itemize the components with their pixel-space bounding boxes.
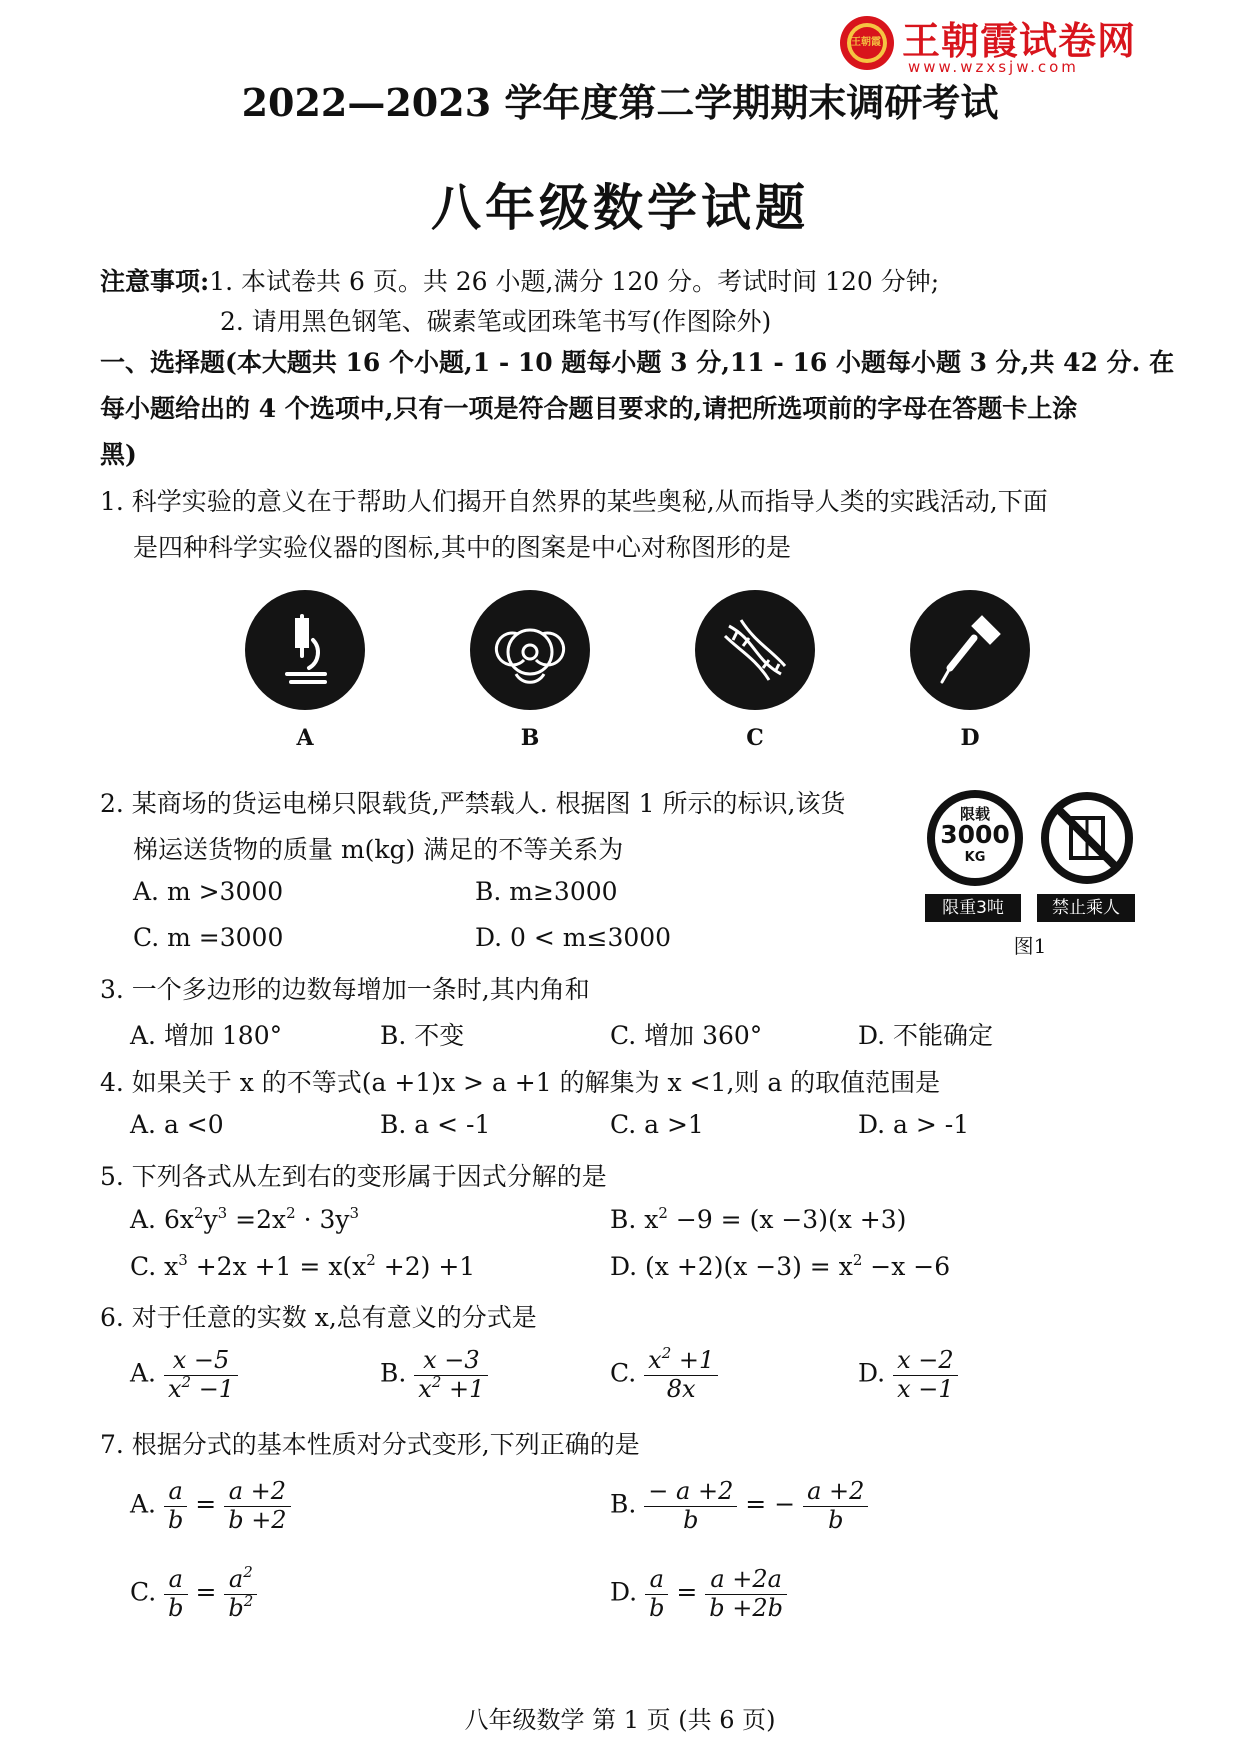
q2-option-b: B. m≥3000 [475, 877, 618, 906]
q4-option-b: B. a < -1 [380, 1110, 491, 1139]
sign1-unit: KG [964, 850, 986, 865]
sign1-top: 限载 [959, 805, 990, 823]
section1-line-2: 每小题给出的 4 个选项中,只有一项是符合题目要求的,请把所选项前的字母在答题卡上涂 [100, 394, 1078, 423]
q7-stem: 7. 根据分式的基本性质对分式变形,下列正确的是 [100, 1430, 640, 1459]
section1-line-3: 黑) [100, 440, 137, 469]
notes-label: 注意事项: [100, 267, 210, 296]
sign1-value: 3000 [940, 820, 1010, 849]
sign2-caption: 禁止乘人 [1037, 894, 1135, 922]
page-footer: 八年级数学 第 1 页 (共 6 页) [464, 1706, 776, 1734]
site-name: 王朝霞试卷网 [902, 19, 1137, 63]
notes-item-2: 2. 请用黑色钢笔、碳素笔或团珠笔书写(作图除外) [220, 307, 772, 336]
q2-option-d: D. 0 < m≤3000 [475, 923, 672, 952]
figure-1 [925, 788, 1145, 958]
q2-option-c: C. m =3000 [133, 923, 284, 952]
q7-option-d: D. $\frac{a}{b}$ = $\frac{a +2a}{b +2b}$ [610, 1566, 787, 1622]
q5-stem: 5. 下列各式从左到右的变形属于因式分解的是 [100, 1162, 607, 1191]
exam-title: 2022—2023 学年度第二学期期末调研考试 [241, 80, 999, 125]
q3-option-c: C. 增加 360° [610, 1021, 763, 1050]
q1-option-d-label: D [960, 725, 980, 751]
q6-stem: 6. 对于任意的实数 x,总有意义的分式是 [100, 1303, 537, 1332]
q7-option-b: B. $\frac{- a +2}{b}$ = − $\frac{a +2}{b}$ [610, 1478, 868, 1534]
q7-option-c: C. $\frac{a}{b}$ = $\frac{a^2}{b^2}$ [130, 1566, 257, 1622]
site-url: www.wzxsjw.com [908, 58, 1079, 76]
notes-line-1 [100, 262, 939, 298]
biohazard-icon [470, 590, 590, 710]
q7-option-a: A. $\frac{a}{b}$ = $\frac{a +2}{b +2}$ [130, 1478, 291, 1534]
q2-stem-line-1: 2. 某商场的货运电梯只限载货,严禁载人. 根据图 1 所示的标识,该货 [100, 789, 846, 818]
microscope-icon [245, 590, 365, 710]
q1-option-a-label: A [296, 725, 314, 751]
q2-stem-line-2: 梯运送货物的质量 m(kg) 满足的不等关系为 [133, 835, 624, 864]
section1-line-1: 一、选择题(本大题共 16 个小题,1 - 10 题每小题 3 分,11 - 16 小题每小题 3 分,共 42 分. 在 [100, 348, 1175, 377]
q5-option-c: C. $x^3 +2x +1 = x(x^2 +2) +1$ [130, 1251, 476, 1281]
figure-1-label: 图1 [1013, 934, 1047, 958]
q3-option-a: A. 增加 180° [130, 1021, 283, 1050]
q5-option-b: B. $x^2 -9 = (x -3)(x +3)$ [610, 1204, 907, 1234]
q1-option-b-label: B [520, 725, 540, 751]
dropper-icon [910, 590, 1030, 710]
q1-stem-line-2: 是四种科学实验仪器的图标,其中的图案是中心对称图形的是 [133, 533, 791, 562]
q4-option-c: C. a >1 [610, 1110, 704, 1139]
sign1-caption: 限重3吨 [925, 894, 1021, 922]
q1-options [240, 590, 1040, 750]
q4-option-d: D. a > -1 [858, 1110, 970, 1139]
no-passengers-sign-icon [1037, 788, 1137, 888]
watermark [838, 10, 1158, 80]
q2-option-a: A. m >3000 [133, 877, 284, 906]
q5-option-d: D. $(x +2)(x -3) = x^2 -x -6$ [610, 1251, 951, 1281]
q3-option-b: B. 不变 [380, 1021, 465, 1050]
q4-stem: 4. 如果关于 x 的不等式(a +1)x > a +1 的解集为 x <1,则 a 的取值范围是 [100, 1068, 941, 1097]
q4-option-a: A. a <0 [130, 1110, 224, 1139]
q3-option-d: D. 不能确定 [858, 1021, 994, 1050]
q1-option-c-label: C [746, 725, 764, 751]
site-logo-text: 王朝霞 [851, 37, 881, 48]
q6-option-a: A. $\frac{x -5}{x^2 -1}$ [130, 1347, 238, 1403]
exam-subtitle: 八年级数学试题 [431, 178, 809, 237]
dna-icon [695, 590, 815, 710]
q5-option-a: A. $6x^2y^3 =2x^2 \cdot 3y^3$ [130, 1204, 360, 1234]
notes-item-1: 1. 本试卷共 6 页。共 26 小题,满分 120 分。考试时间 120 分钟; [209, 267, 940, 296]
q6-option-d: D. $\frac{x -2}{x -1}$ [858, 1347, 958, 1403]
q3-stem: 3. 一个多边形的边数每增加一条时,其内角和 [100, 975, 590, 1004]
q6-option-c: C. $\frac{x^2 +1}{8x}$ [610, 1347, 718, 1403]
q6-option-b: B. $\frac{x -3}{x^2 +1}$ [380, 1347, 488, 1403]
q1-stem-line-1: 1. 科学实验的意义在于帮助人们揭开自然界的某些奥秘,从而指导人类的实践活动,下面 [100, 487, 1048, 516]
